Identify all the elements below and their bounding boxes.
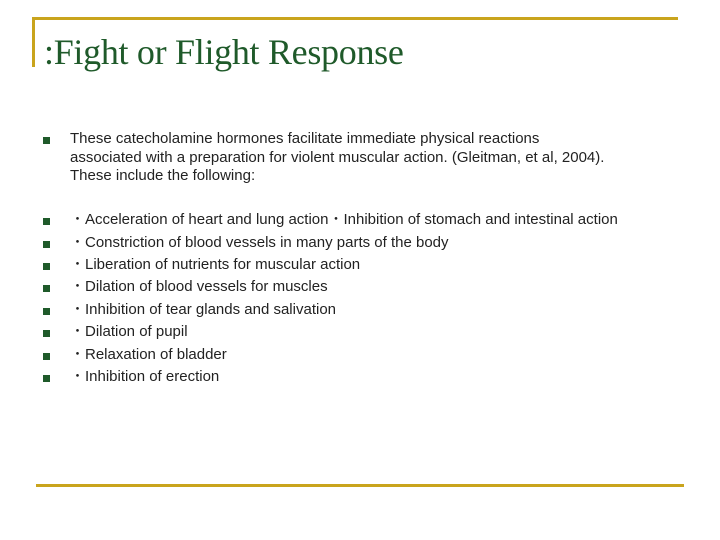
list-item-text: ・Inhibition of tear glands and salivation [70,300,337,318]
square-bullet-icon [43,241,50,248]
list-item-text: ・Acceleration of heart and lung action・Inhibition of stomach and intestinal action [70,211,618,228]
list-item-text: ・Dilation of pupil [70,323,188,340]
square-bullet-icon [43,218,50,225]
square-bullet-icon [43,285,50,292]
square-bullet-icon [43,353,50,360]
square-bullet-icon [43,308,50,315]
list-item-text: ・Relaxation of bladder [70,345,227,363]
square-bullet-icon [43,375,50,382]
list-item-text: ・Constriction of blood vessels in many parts of the body [70,233,449,251]
square-bullet-icon [43,330,50,337]
square-bullet-icon [43,263,50,270]
square-bullet-icon [43,137,50,144]
slide-title: :Fight or Flight Response [44,32,404,72]
intro-line-1: These catecholamine hormones facilitate immediate physical reactions [70,130,540,147]
intro-line-2: associated with a preparation for violent muscular action. (Gleitman, et al, 2004). [70,148,605,166]
list-item-text: ・Liberation of nutrients for muscular action [70,256,361,273]
intro-line-3: These include the following: [70,167,256,184]
list-item-text: ・Inhibition of erection [70,368,220,385]
list-item-text: ・Dilation of blood vessels for muscles [70,278,328,295]
